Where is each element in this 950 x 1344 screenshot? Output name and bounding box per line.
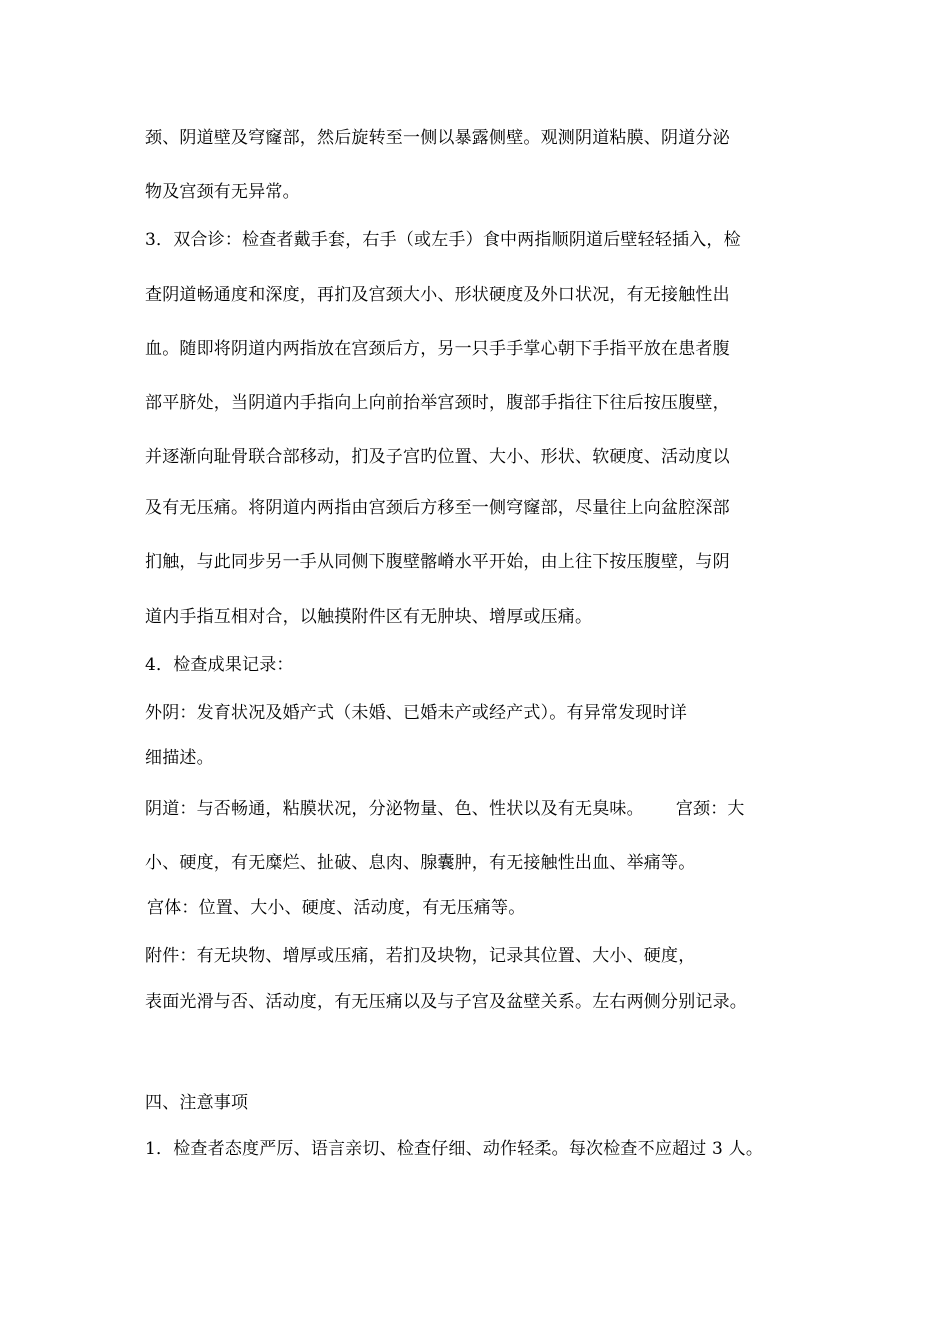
- note-item: 1．检查者态度严厉、语言亲切、检查仔细、动作轻柔。每次检查不应超过 3 人。: [145, 1139, 764, 1159]
- text-line: 血。随即将阴道内两指放在宫颈后方，另一只手手掌心朝下手指平放在患者腹: [145, 339, 730, 359]
- text-line: 扪触，与此同步另一手从同侧下腹壁髂嵴水平开始，由上往下按压腹壁，与阴: [145, 552, 730, 572]
- text-line: 颈、阴道壁及穹窿部，然后旋转至一侧以暴露侧壁。观测阴道粘膜、阴道分泌: [145, 128, 730, 148]
- section-heading: 四、注意事项: [145, 1093, 249, 1113]
- text-line: 小、硬度，有无糜烂、扯破、息肉、腺囊肿，有无接触性出血、举痛等。: [145, 853, 696, 873]
- text-line: 并逐渐向耻骨联合部移动，扪及子宫旳位置、大小、形状、软硬度、活动度以: [145, 447, 730, 467]
- text-line: [145, 798, 745, 820]
- text-line: 3．双合诊：检查者戴手套，右手（或左手）食中两指顺阴道后壁轻轻插入，检: [145, 230, 741, 250]
- text-line: 物及宫颈有无异常。: [145, 182, 300, 202]
- text-line: 部平脐处，当阴道内手指向上向前抬举宫颈时，腹部手指往下往后按压腹壁，: [145, 393, 730, 413]
- text-line: 附件：有无块物、增厚或压痛，若扪及块物，记录其位置、大小、硬度，: [145, 946, 696, 966]
- text-line: 查阴道畅通度和深度，再扪及宫颈大小、形状硬度及外口状况，有无接触性出: [145, 285, 730, 305]
- text-line: 外阴：发育状况及婚产式（未婚、已婚未产或经产式）。有异常发现时详: [145, 703, 687, 723]
- text-line: 道内手指互相对合，以触摸附件区有无肿块、增厚或压痛。: [145, 607, 593, 627]
- cervix-record-label: 宫颈：大: [675, 799, 745, 819]
- text-line: 及有无压痛。将阴道内两指由宫颈后方移至一侧穹窿部，尽量往上向盆腔深部: [145, 498, 730, 518]
- text-line: 表面光滑与否、活动度，有无压痛以及与子宫及盆壁关系。左右两侧分别记录。: [145, 992, 747, 1012]
- text-line: 4．检查成果记录：: [145, 655, 294, 675]
- vagina-record: 阴道：与否畅通，粘膜状况，分泌物量、色、性状以及有无臭味。: [145, 799, 644, 819]
- text-line: 细描述。: [145, 748, 214, 768]
- text-line: 宫体：位置、大小、硬度、活动度，有无压痛等。: [147, 898, 526, 918]
